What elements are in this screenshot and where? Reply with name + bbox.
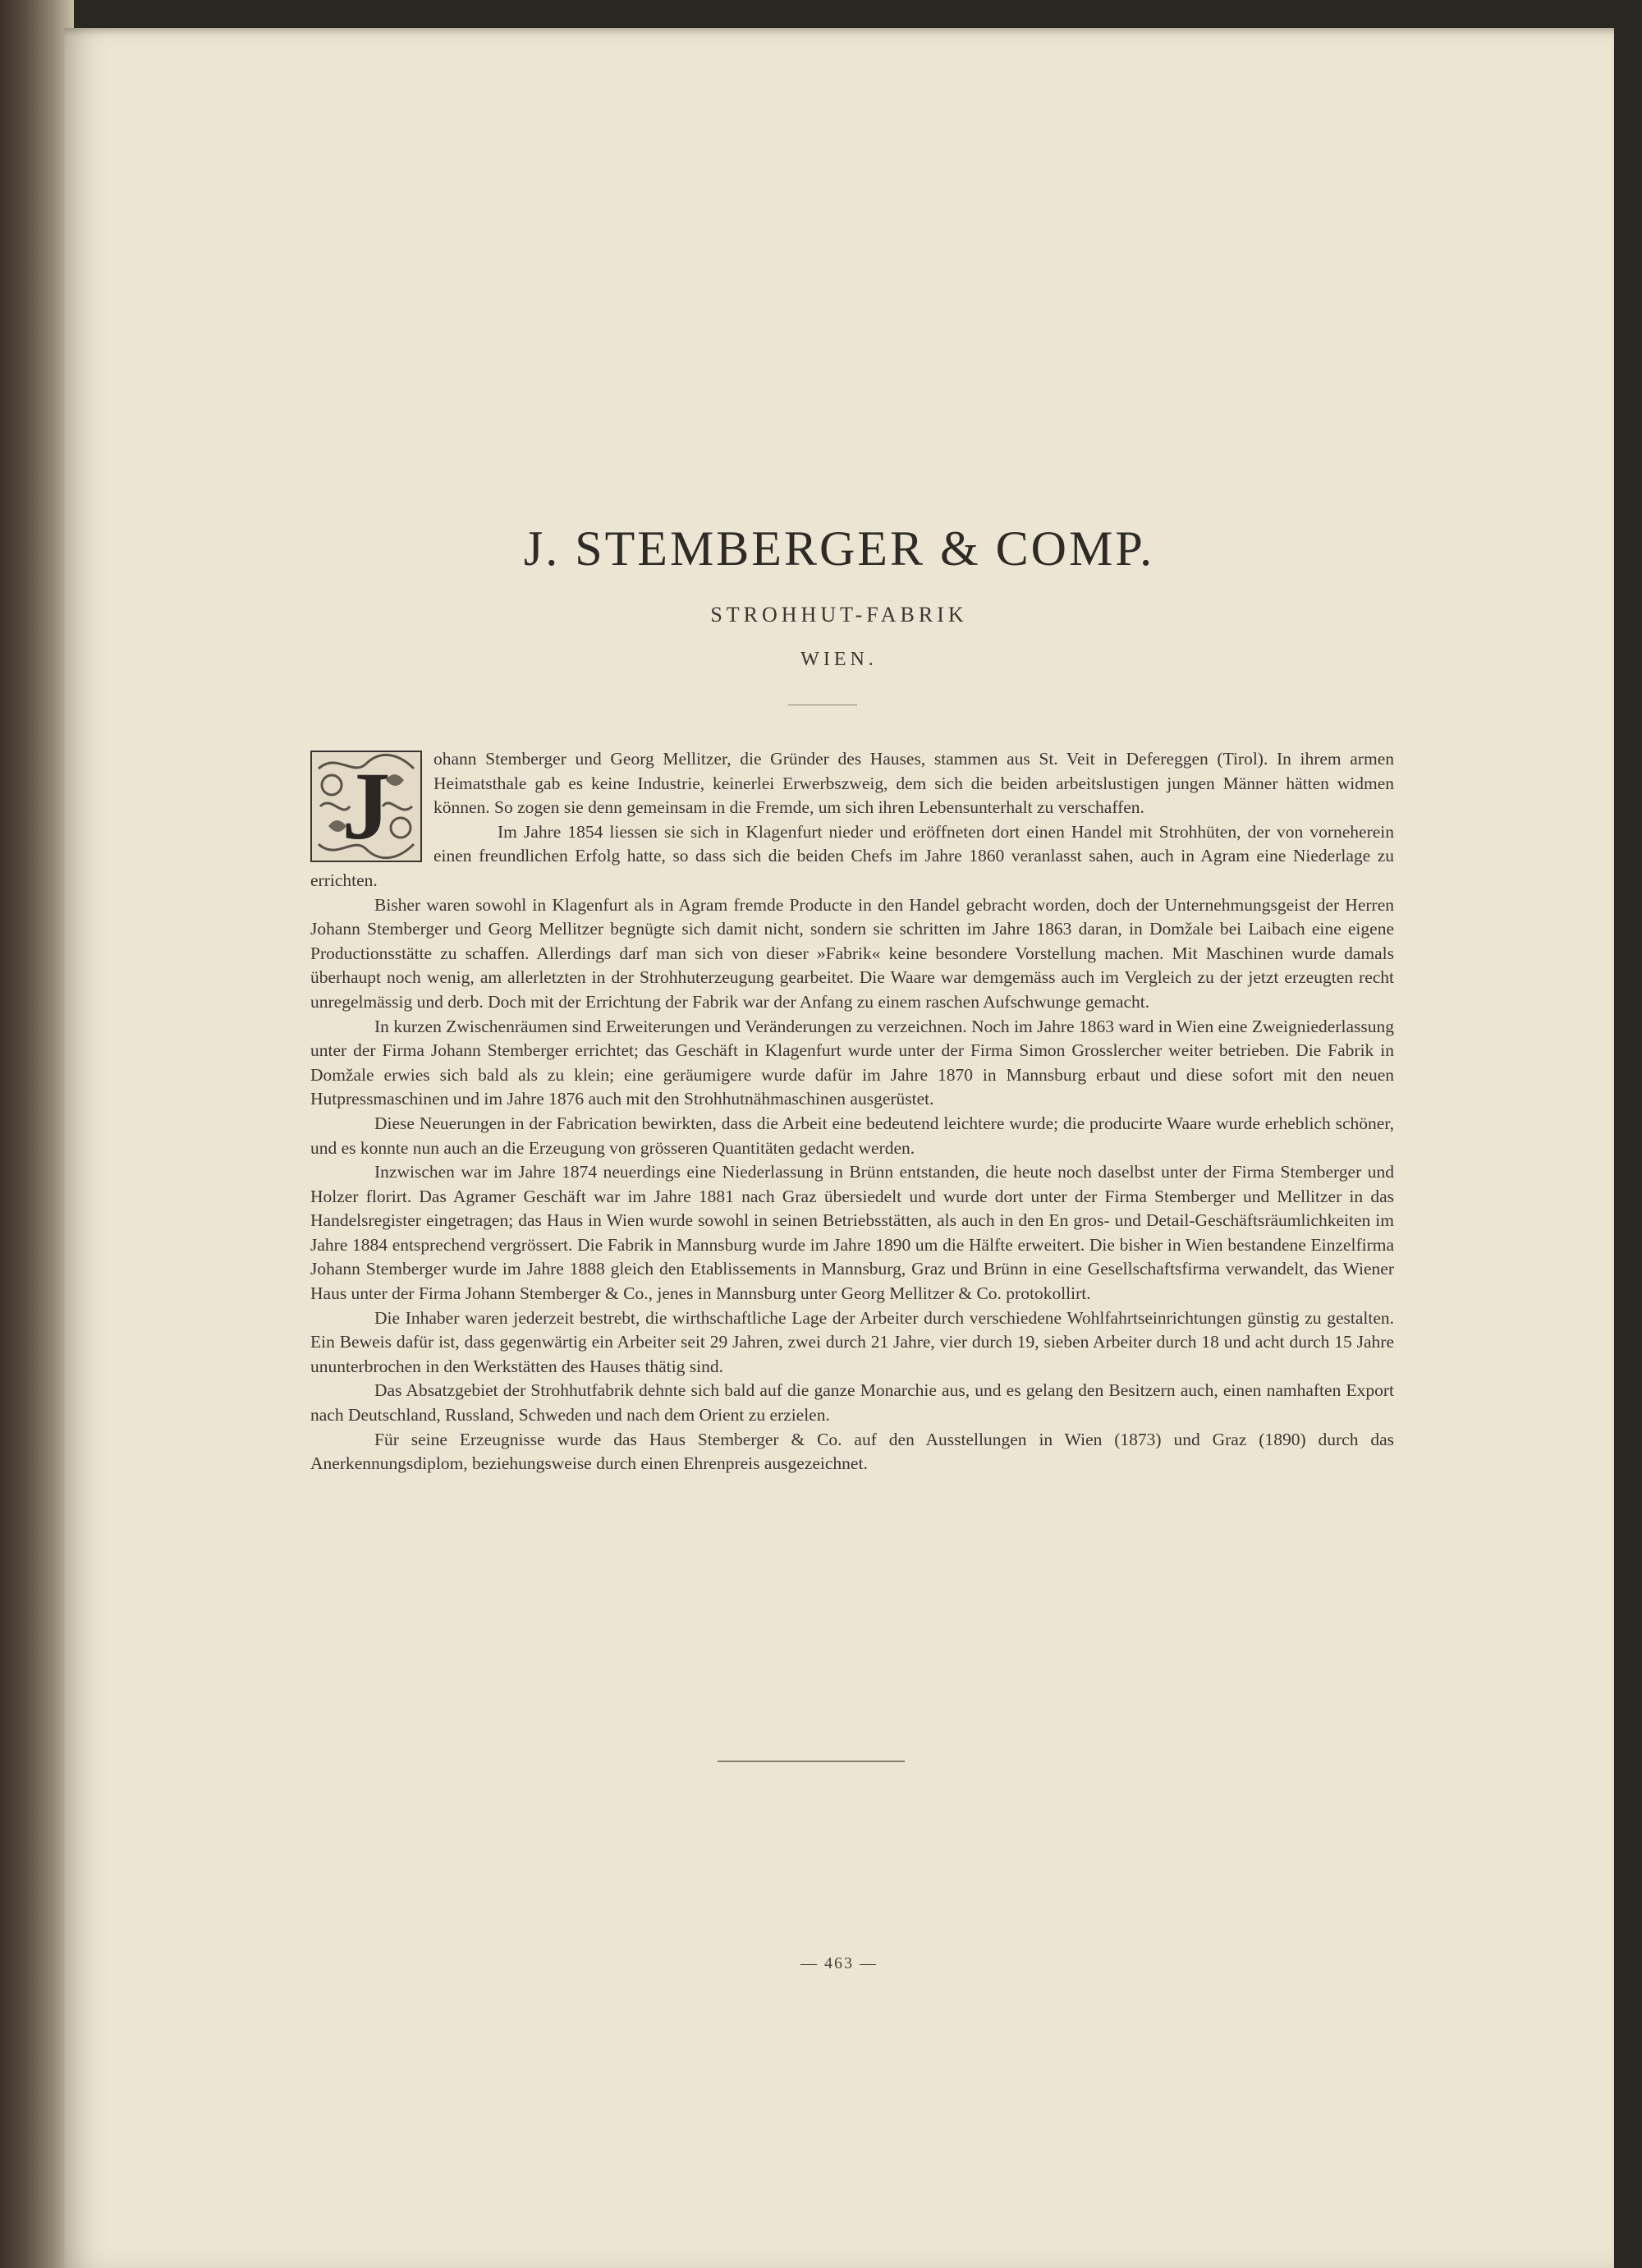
page-number: — 463 — [800,1954,878,1972]
city-line: WIEN. [800,649,878,670]
paragraph-7: Die Inhaber waren jederzeit bestrebt, die wirthschaftliche Lage der Arbeiter durch verschiedene Wohlfahrtseinrichtungen günstig zu gestalten. Ein Beweis dafür ist, dass gegenwärtig ein Arbeiter seit 29 Jahren, zwei durch 21 Jahre, vier durch 19, sieben Arbeiter durch 18 und acht durch 15 Jahre ununterbrochen in den Werkstätten des Hauses thätig sind. [310,1307,1394,1376]
paragraph-6: Inzwischen war im Jahre 1874 neuerdings eine Niederlassung in Brünn entstanden, die heute noch daselbst unter der Firma Stemberger und Holzer florirt. Das Agramer Geschäft war im Jahre 1881 nach Graz übersiedelt und wurde dort unter der Firma Stemberger und Mellitzer in das Handelsregister eingetragen; das Haus in Wien wurde sowohl in seinen Betriebsstätten, als auch in den En gros- und Detail-Geschäftsräumlichkeiten im Jahre 1884 entsprechend vergrössert. Die Fabrik in Mannsburg wurde im Jahre 1890 um die Hälfte erweitert. Die bisher in Wien bestandene Einzelfirma Johann Stemberger wurde im Jahre 1888 gleich den Etablissements in Mannsburg, Graz und Brünn in eine Gesellschaftsfirma verwandelt, das Wiener Haus unter der Firma Johann Stemberger & Co., jenes in Mannsburg unter Georg Mellitzer & Co. protokollirt. [310,1162,1394,1304]
decorated-initial [310,751,422,862]
paragraph-9: Für seine Erzeugnisse wurde das Haus Stemberger & Co. auf den Ausstellungen in Wien (1873) und Graz (1890) durch das Anerkennungsdiplom, beziehungsweise durch einen Ehrenpreis ausgezeichnet. [310,1429,1394,1474]
page [64,28,1614,2268]
page-title: J. STEMBERGER & COMP. [523,521,1155,576]
article-body [310,747,1394,1476]
paragraph-4: In kurzen Zwischenräumen sind Erweiterungen und Veränderungen zu verzeichnen. Noch im Jahre 1863 ward in Wien eine Zweigniederlassung unter der Firma Johann Stemberger errichtet; das Geschäft in Klagenfurt wurde unter der Firma Simon Grosslercher weiter betrieben. Die Fabrik in Domžale erwies sich bald als zu klein; eine geräumigere wurde dafür im Jahre 1870 in Mannsburg erbaut und diese sofort mit den neuen Hutpressmaschinen und im Jahre 1876 auch mit den Strohhutnähmaschinen ausgerüstet. [310,1016,1394,1109]
paragraph-5: Diese Neuerungen in der Fabrication bewirkten, dass die Arbeit eine bedeutend leichtere wurde; die producirte Waare wurde erheblich schöner, und es konnte nun auch an die Erzeugung von grösseren Quantitäten gedacht werden. [310,1113,1394,1158]
paragraph-8: Das Absatzgebiet der Strohhutfabrik dehnte sich bald auf die ganze Monarchie aus, und es gelang den Besitzern auch, einen namhaften Export nach Deutschland, Russland, Schweden und nach dem Orient zu erzielen. [310,1380,1394,1426]
paragraph-3: Bisher waren sowohl in Klagenfurt als in Agram fremde Producte in den Handel gebracht worden, doch der Unternehmungsgeist der Herren Johann Stemberger und Georg Mellitzer begnügte sich damit nicht, sondern sie schritten im Jahre 1863 daran, in Domžale bei Laibach eine eigene Productionsstätte zu schaffen. Allerdings darf man sich von dieser »Fabrik« keine besondere Vorstellung machen. Mit Maschinen wurde damals überhaupt noch wenig, am allerletzten in der Strohhuterzeugung gearbeitet. Die Waare war demgemäss auch im Vergleich zu der jetzt erzeugten recht unregelmässig und derb. Doch mit der Errichtung der Fabrik war der Anfang zu einem raschen Aufschwunge gemacht. [310,894,1394,1012]
paragraph-2: Im Jahre 1854 liessen sie sich in Klagenfurt nieder und eröffneten dort einen Handel mit Strohhüten, der von vorneherein einen freundlichen Erfolg hatte, so dass sich die beiden Chefs im Jahre 1860 veranlasst sahen, auch in Agram eine Niederlage zu errichten. [310,821,1394,890]
page-subtitle: STROHHUT-FABRIK [710,603,968,627]
initial-letter: J [342,752,391,860]
book-spine-edge [0,0,74,2268]
closing-divider [718,1761,905,1762]
paragraph-1-text: ohann Stemberger und Georg Mellitzer, die Gründer des Hauses, stammen aus St. Veit in Defereggen (Tirol). In ihrem armen Heimatsthale gab es keine Industrie, keinerlei Erwerbszweig, dem sich die beiden arbeitslustigen jungen Männer hätten widmen können. So zogen sie denn gemeinsam in die Fremde, um sich ihren Lebensunterhalt zu verschaffen. [433,749,1394,818]
